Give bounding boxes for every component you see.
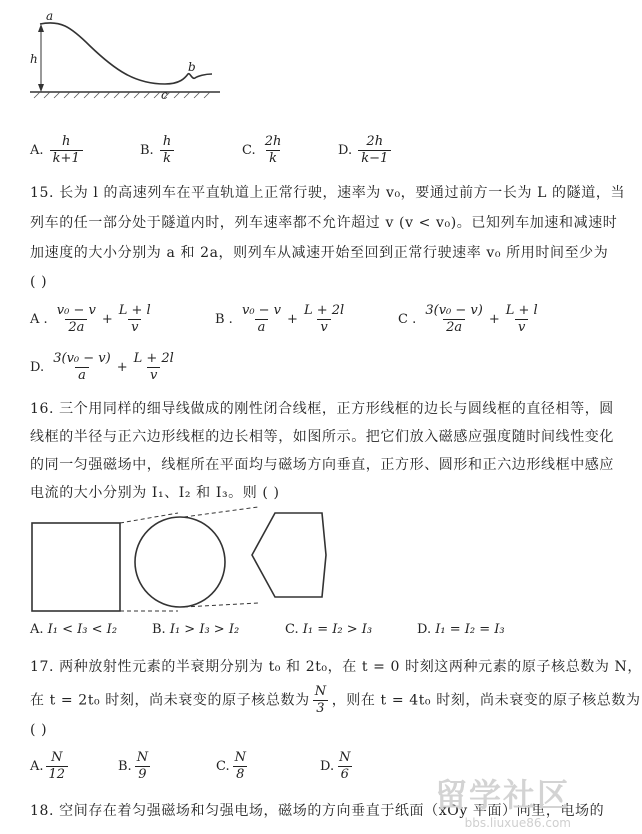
q14-figure <box>20 8 230 103</box>
q15-option-d: D. $\frac{\text{3(v₀ − v)}}{a}$ + $\frac{L + 2l}{v}$ <box>30 351 174 383</box>
q15-line-2: 列车的任一部分处于隧道内时，列车速率都不允许超过 v (v < v₀)。已知列车加速和减速时 <box>30 215 618 231</box>
watermark-logo: 留学社区 <box>434 776 571 814</box>
q16-line-4: 电流的大小分别为 I₁、I₂ 和 I₃。则 ( ) <box>30 485 280 501</box>
ground-hatch <box>34 92 210 98</box>
q16-option-d: D. I₁ = I₂ = I₃ <box>417 622 505 637</box>
q16-option-b: B. I₁ > I₃ > I₂ <box>152 622 240 637</box>
q14-option-c: C. $\frac{2h}{k}$ <box>242 134 282 166</box>
q17-option-b: B. $\frac{N}{9}$ <box>118 750 149 782</box>
q16-option-c: C. I₁ = I₂ > I₃ <box>285 622 373 637</box>
q15-option-a: A . $\frac{\text{v₀ − v}}{2a}$ + $\frac{L + l}{v}$ <box>30 303 151 335</box>
label-c: c <box>161 88 168 102</box>
q15-option-b: B . $\frac{\text{v₀ − v}}{a}$ + $\frac{L + 2l}{v}$ <box>215 303 345 335</box>
q17-line-3: ( ) <box>30 722 48 738</box>
q16-option-a: A. I₁ < I₃ < I₂ <box>30 622 118 637</box>
q15-option-c: C . $\frac{\text{3(v₀ − v)}}{2a}$ + $\frac{L + l}{v}$ <box>398 303 538 335</box>
q16-line-1: 16. 三个用同样的细导线做成的刚性闭合线框，正方形线框的边长与圆线框的直径相等，圆 <box>30 401 614 417</box>
watermark-url: bbs.liuxue86.com <box>464 816 571 830</box>
q15-line-3: 加速度的大小分别为 a 和 2a，则列车从减速开始至回到正常行驶速率 v₀ 所用时间至少为 <box>30 245 609 261</box>
q17-option-c: C. $\frac{N}{8}$ <box>216 750 246 782</box>
circle-frame <box>135 517 225 607</box>
q17-option-d: D. $\frac{N}{6}$ <box>320 750 351 782</box>
q16-line-2: 线框的半径与正六边形线框的边长相等，如图所示。把它们放入磁感应强度随时间线性变化 <box>30 429 614 445</box>
watermark <box>435 770 571 830</box>
q17-option-a: A. $\frac{N}{12}$ <box>30 750 70 783</box>
label-b: b <box>188 60 196 74</box>
q15-line-4: ( ) <box>30 274 48 290</box>
q17-line-2: 在 t = 2t₀ 时刻，尚未衰变的原子核总数为 $\frac{N}{3}$ ，则在 t = 4t₀ 时刻，尚未衰变的原子核总数为 <box>30 684 641 716</box>
q17-line-1: 17. 两种放射性元素的半衰期分别为 t₀ 和 2t₀，在 t = 0 时刻这两种元素的原子核总数为 N， <box>30 659 642 675</box>
q14-option-b: B. $\frac{h}{k}$ <box>140 134 176 167</box>
q18-line-1: 18. 空间存在着匀强磁场和匀强电场，磁场的方向垂直于纸面（xOy 平面）向里，电场的 <box>30 803 605 819</box>
q15-line-1: 15. 长为 l 的高速列车在平直轨道上正常行驶，速率为 v₀，要通过前方一长为 L 的隧道，当 <box>30 185 626 201</box>
label-h: h <box>30 52 38 66</box>
q16-figure <box>28 505 328 615</box>
q14-option-d: D. $\frac{2h}{k-1}$ <box>338 134 393 167</box>
label-a: a <box>46 9 54 23</box>
q16-line-3: 的同一匀强磁场中，线框所在平面均与磁场方向垂直，正方形、圆形和正六边形线框中感应 <box>30 457 614 473</box>
q14-option-a: A. $\frac{h}{k+1}$ <box>30 134 85 167</box>
hexagon-frame <box>252 513 326 597</box>
track-curve <box>40 23 212 84</box>
square-frame <box>32 523 120 611</box>
